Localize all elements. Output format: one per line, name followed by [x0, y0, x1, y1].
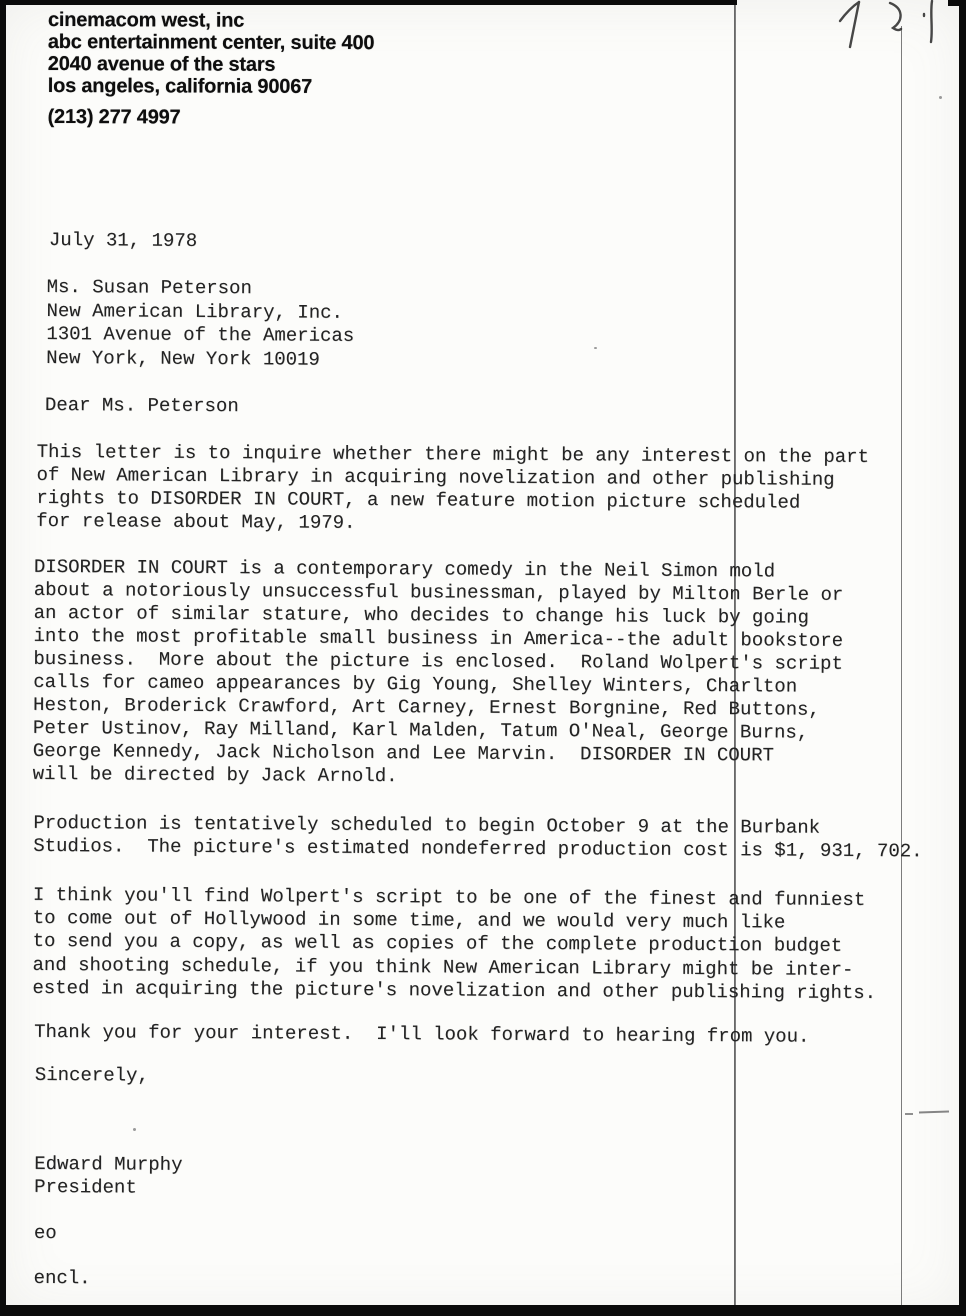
paragraph-synopsis: DISORDER IN COURT is a contemporary comedy in the Neil Simon mold about a notoriously unsuccessful businessman, played by Milton Berle or an actor of similar stature, who decides to change his luck by going into the most profitable small business in America--the adult bookstore business. More about the picture is enclosed. Roland Wolpert's script calls for cameo appearances by Gig Young, Shelley Winters, Charlton Heston, Broderick Crawford, Art Carney, Ernest Borgnine, Red Buttons, Peter Ustinov, Ray Milland, Karl Malden, Tatum O'Neal, George Burns, George Kennedy, Jack Nicholson and Lee Marvin. DISORDER IN COURT will be directed by Jack Arnold. [32, 555, 844, 788]
salutation: Dear Ms. Peterson [44, 393, 239, 418]
scan-border-bottom [0, 1305, 966, 1316]
scan-border-right [959, 0, 966, 1316]
enclosure-note: encl. [33, 1266, 91, 1290]
typist-initials: eo [33, 1221, 57, 1245]
signature-name: Edward Murphy [34, 1152, 183, 1176]
scan-border-top-right [948, 0, 966, 6]
closing: Sincerely, [34, 1063, 149, 1087]
letterhead-address: abc entertainment center, suite 400 2040 avenue of the stars los angeles, california 90067 [47, 30, 375, 98]
company-name: cinemacom west, inc [47, 9, 245, 32]
paragraph-production: Production is tentatively scheduled to begin October 9 at the Burbank Studios. The picture's estimated nondeferred production cost is $1, 931, 702. [33, 811, 923, 863]
handwritten-mark [828, 0, 958, 52]
scan-border-left [0, 0, 6, 1316]
scan-border-top [0, 0, 737, 5]
paragraph-thanks: Thank you for your interest. I'll look forward to hearing from you. [34, 1020, 810, 1048]
letterhead-phone: (213) 277 4997 [47, 105, 181, 129]
signature-title: President [34, 1175, 137, 1199]
paragraph-offer: I think you'll find Wolpert's script to be one of the finest and funniest to come out of Hollywood in some time, and we would very much like to send you a copy, as well as copies of the complete production budget and shooting schedule, if you think New American Library might be inter- ested in acquiring the picture's novelization and other publishing rights. [32, 883, 877, 1004]
paragraph-inquiry: This letter is to inquire whether there might be any interest on the part of New American Library in acquiring novelization and other publishing rights to DISORDER IN COURT, a new feature motion picture scheduled for release about May, 1979. [36, 440, 870, 534]
recipient-address-block: Ms. Susan Peterson New American Library, Inc. 1301 Avenue of the Americas New York, New York 10019 [46, 275, 355, 371]
letter-date: July 31, 1978 [48, 228, 198, 252]
